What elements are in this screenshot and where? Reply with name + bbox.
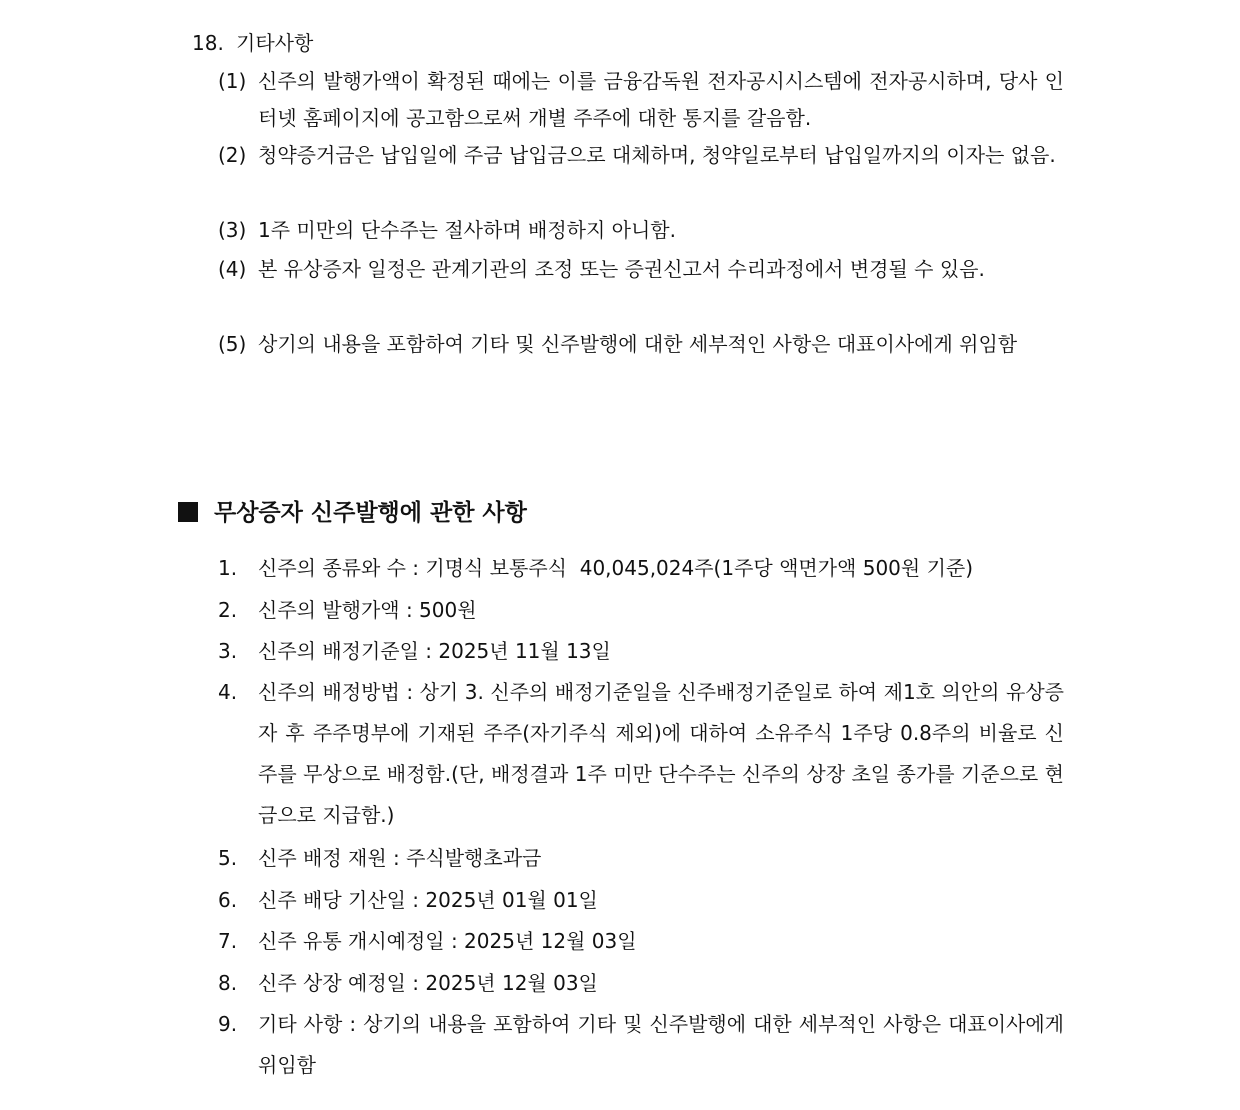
item-text: 신주 배정 재원 : 주식발행초과금: [258, 846, 542, 870]
bonus-item-4: [218, 672, 1064, 836]
item-text: 기타 사항 : 상기의 내용을 포함하여 기타 및 신주발행에 대한 세부적인 사항은 대표이사에게 위임함: [258, 1012, 1064, 1077]
section-heading-text: 무상증자 신주발행에 관한 사항: [214, 500, 527, 526]
bonus-item-6: [218, 880, 1064, 921]
item-marker: 3.: [218, 639, 238, 663]
item-marker: (3): [218, 218, 247, 242]
item-marker: 8.: [218, 971, 238, 995]
item-marker: (5): [218, 332, 247, 356]
bonus-item-5: [218, 838, 1064, 879]
item-text: 신주의 발행가액 : 500원: [258, 598, 477, 622]
item-marker: 4.: [218, 680, 238, 704]
bonus-item-1: [218, 548, 1064, 589]
section-18-heading: [192, 28, 313, 58]
item-marker: 2.: [218, 598, 238, 622]
bonus-item-3: [218, 631, 1064, 672]
item-text: 청약증거금은 납입일에 주금 납입금으로 대체하며, 청약일로부터 납입일까지의 이자는 없음.: [258, 143, 1056, 167]
section-heading-bonus-issue: [178, 494, 527, 532]
item-text: 상기의 내용을 포함하여 기타 및 신주발행에 대한 세부적인 사항은 대표이사에게 위임함: [258, 332, 1018, 356]
section-18-title: 기타사항: [236, 31, 314, 55]
black-square-icon: [178, 502, 198, 522]
item-text: 신주 유통 개시예정일 : 2025년 12월 03일: [258, 929, 637, 953]
item-marker: 9.: [218, 1012, 238, 1036]
item-text: 신주의 배정방법 : 상기 3. 신주의 배정기준일을 신주배정기준일로 하여 제1호 의안의 유상증자 후 주주명부에 기재된 주주(자기주식 제외)에 대하여 소유주식 1주당 0.8주의 비율로 신주를 무상으로 배정함.(단, 배정결과 1주 미만 단수주는 신주의 상장 초일 종가를 기준으로 현금으로 지급함.): [258, 680, 1064, 827]
item-marker: (2): [218, 143, 247, 167]
item-text: 신주의 배정기준일 : 2025년 11월 13일: [258, 639, 611, 663]
item-marker: (1): [218, 69, 247, 93]
item-marker: (4): [218, 257, 247, 281]
item-text: 본 유상증자 일정은 관계기관의 조정 또는 증권신고서 수리과정에서 변경될 수 있음.: [258, 257, 985, 281]
item-marker: 1.: [218, 556, 238, 580]
section-18-item-5: [218, 326, 1064, 363]
item-text: 신주의 종류와 수 : 기명식 보통주식 40,045,024주(1주당 액면가액 500원 기준): [258, 556, 974, 580]
section-18-item-3: [218, 212, 1064, 249]
item-text: 신주 상장 예정일 : 2025년 12월 03일: [258, 971, 598, 995]
item-marker: 7.: [218, 929, 238, 953]
bonus-item-8: [218, 963, 1064, 1004]
section-18-item-1: [218, 63, 1064, 137]
item-text: 신주 배당 기산일 : 2025년 01월 01일: [258, 888, 598, 912]
item-marker: 5.: [218, 846, 238, 870]
item-marker: 6.: [218, 888, 238, 912]
section-18-number: 18.: [192, 31, 224, 55]
item-text: 신주의 발행가액이 확정된 때에는 이를 금융감독원 전자공시시스템에 전자공시하며, 당사 인터넷 홈페이지에 공고함으로써 개별 주주에 대한 통지를 갈음함.: [258, 69, 1064, 130]
section-18-item-2: [218, 137, 1064, 174]
bonus-item-9: [218, 1004, 1064, 1086]
bonus-item-7: [218, 921, 1064, 962]
bonus-item-2: [218, 590, 1064, 631]
section-18-item-4: [218, 251, 1064, 288]
item-text: 1주 미만의 단수주는 절사하며 배정하지 아니함.: [258, 218, 676, 242]
